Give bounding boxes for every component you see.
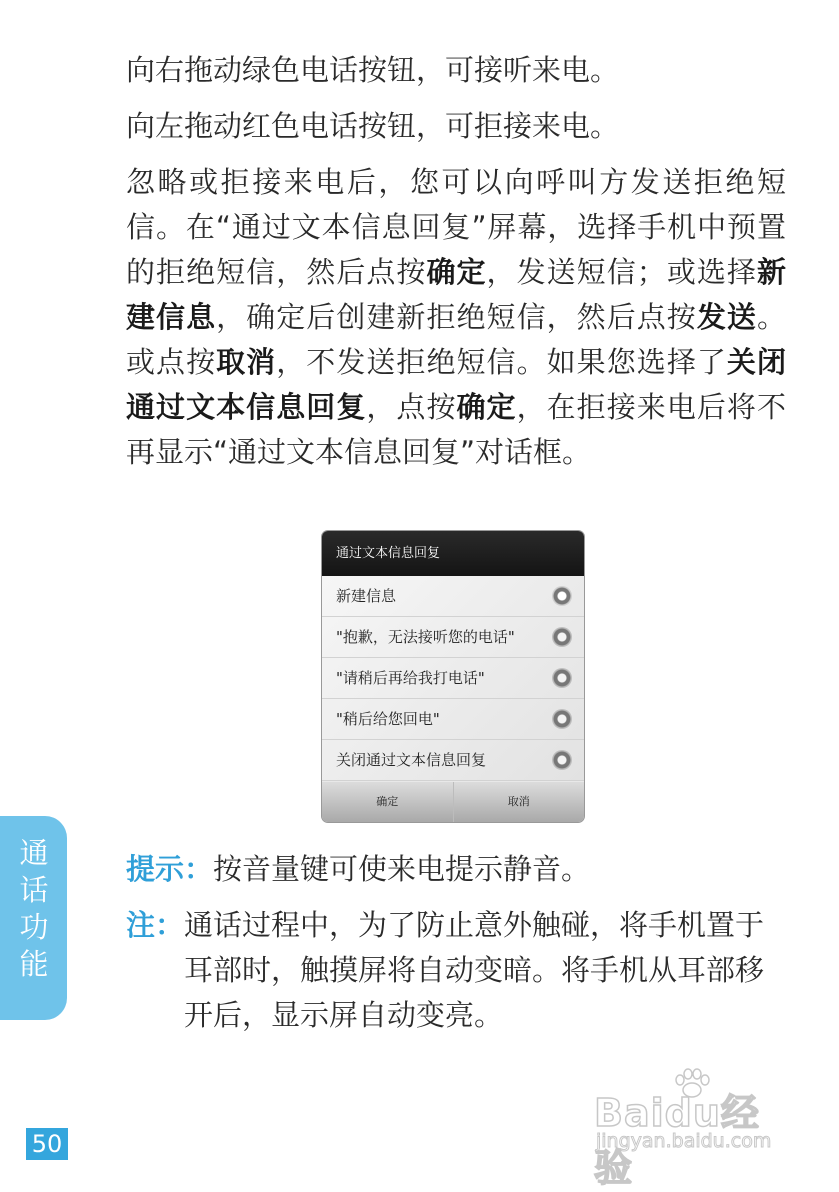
text-run: 。或点按 <box>126 300 786 379</box>
tip-label: 提示： <box>126 852 214 886</box>
option-label: 新建信息 <box>336 587 397 605</box>
cancel-button[interactable]: 取消 <box>453 782 585 822</box>
paragraph-answer: 向右拖动绿色电话按钮，可接听来电。 <box>126 53 620 87</box>
radio-icon[interactable] <box>552 627 572 647</box>
chapter-tab-label: 通话功能 <box>19 836 49 981</box>
baidu-watermark <box>594 1068 794 1190</box>
note-text: 通话过程中，为了防止意外触碰，将手机置于耳部时，触摸屏将自动变暗。将手机从耳部移开后，显示屏自动变亮。 <box>184 908 765 1032</box>
watermark-url: jingyan.baidu.com <box>596 1130 772 1152</box>
bold-term: 关闭通过文本信息回复 <box>126 345 786 424</box>
option-label: "稍后给您回电" <box>336 710 440 728</box>
ok-button[interactable]: 确定 <box>376 795 399 808</box>
dialog-title: 通过文本信息回复 <box>322 531 584 576</box>
dialog-options <box>322 576 584 781</box>
text-run: 忽略或拒接来电后，您可以向呼叫方发送拒绝短信。在“通过文本信息回复”屏幕，选择手机中预置的拒绝短信，然后点按 <box>126 165 786 289</box>
option-label: "抱歉，无法接听您的电话" <box>336 628 515 646</box>
paragraph-reject-sms <box>126 160 786 475</box>
radio-icon[interactable] <box>552 586 572 606</box>
bold-term: 发送 <box>696 300 757 334</box>
dialog-buttons <box>322 782 584 822</box>
option-call-later[interactable] <box>322 658 584 699</box>
text-run: ，发送短信；或选择 <box>486 255 757 289</box>
note-label: 注： <box>126 908 185 942</box>
bold-term: 确定 <box>456 390 517 424</box>
text-run: ，在拒接来电后将不再显示“通过文本信息回复”对话框。 <box>126 390 786 469</box>
option-label: 关闭通过文本信息回复 <box>336 751 487 769</box>
option-call-back[interactable] <box>322 699 584 740</box>
option-label: "请稍后再给我打电话" <box>336 669 485 687</box>
text-run: ，确定后创建新拒绝短信，然后点按 <box>216 300 697 334</box>
bold-term: 确定 <box>426 255 487 289</box>
text-run: ，不发送拒绝短信。如果您选择了 <box>276 345 727 379</box>
radio-icon[interactable] <box>552 709 572 729</box>
option-new-message[interactable] <box>322 576 584 617</box>
page-number: 50 <box>26 1128 68 1160</box>
option-disable-reply[interactable] <box>322 740 584 781</box>
bold-term: 新建信息 <box>126 255 786 334</box>
radio-icon[interactable] <box>552 750 572 770</box>
text-run: ，点按 <box>366 390 457 424</box>
watermark-brand: Baidu经验 <box>594 1091 760 1190</box>
radio-icon[interactable] <box>552 668 572 688</box>
reply-dialog-screenshot <box>322 531 584 822</box>
option-sorry[interactable] <box>322 617 584 658</box>
bold-term: 取消 <box>216 345 277 379</box>
tip-text: 按音量键可使来电提示静音。 <box>213 852 591 886</box>
caution-note <box>126 903 786 1038</box>
tip-note <box>126 847 786 892</box>
paragraph-reject: 向左拖动红色电话按钮，可拒接来电。 <box>126 109 620 143</box>
